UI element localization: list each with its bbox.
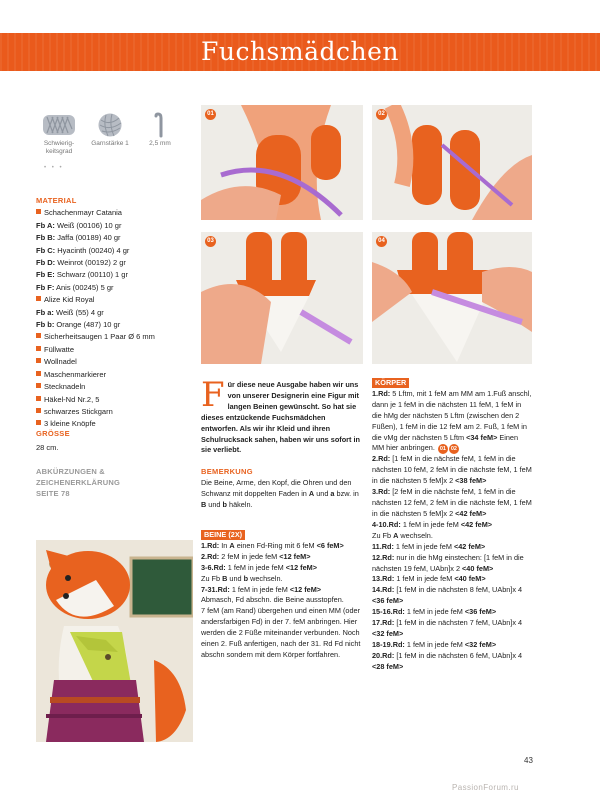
hook-size-info bbox=[140, 112, 180, 148]
material-text: Schachenmayr Catania bbox=[44, 208, 122, 218]
text-segment: 1 feM in jede feM bbox=[393, 541, 454, 551]
text-segment: 1.Rd: bbox=[201, 540, 220, 550]
material-item bbox=[36, 394, 186, 406]
bullet-square-icon bbox=[36, 333, 41, 338]
bullet-square-icon bbox=[36, 408, 41, 413]
bullet-square-icon bbox=[36, 346, 41, 351]
material-text: Weiß (55) 4 gr bbox=[53, 307, 104, 317]
material-color-code: Fb b: bbox=[36, 320, 55, 330]
text-segment: [1 feM in die nächsten 7 feM, UAbn]x 4 bbox=[394, 618, 523, 628]
text-segment: A bbox=[229, 540, 235, 550]
abbrev-heading: ABKÜRZUNGEN & ZEICHENERKLÄRUNG bbox=[36, 467, 121, 487]
text-segment: 17.Rd: bbox=[372, 618, 395, 628]
koerper-line bbox=[372, 454, 532, 487]
yarn-ball-icon bbox=[97, 112, 123, 138]
step-photo-02 bbox=[372, 105, 532, 220]
text-segment: [1 feM in die nächste feM, 1 feM in die nächsten 10 feM, 2 feM in die nächste feM, 1 feM in die nächsten 5 feM]x 2 bbox=[372, 454, 532, 486]
material-color-code: Fb E: bbox=[36, 270, 55, 280]
text-segment: a bbox=[330, 488, 335, 498]
text-segment: 1 feM in jede feM bbox=[404, 639, 465, 649]
yarn-skein-icon bbox=[41, 112, 77, 138]
text-segment: 5 Lftm, mit 1 feM am MM am 1.Fuß anschl, dann je 1 feM in die nächsten 11 feM, 1 feM in die hMg der nächsten 5 Lftm (zwischen den 2 Füßen), 1 feM in die 12 feM am 2. Fuß, 1 feM in die vMg der nächsten 5 Lftm bbox=[372, 388, 532, 442]
text-segment: A bbox=[393, 530, 399, 540]
bullet-square-icon bbox=[36, 396, 41, 401]
text-segment: 11.Rd: bbox=[372, 541, 394, 551]
text-segment: <6 feM> bbox=[316, 540, 344, 550]
beine-line bbox=[201, 585, 363, 596]
text-segment: <38 feM> bbox=[455, 476, 487, 486]
text-segment: einen Fd-Ring mit 6 feM bbox=[234, 540, 317, 550]
fox-doll-photo bbox=[36, 540, 193, 742]
text-segment: B bbox=[201, 499, 207, 509]
material-text: Füllwatte bbox=[44, 344, 75, 354]
difficulty-label: Schwierig- keitsgrad bbox=[43, 140, 75, 155]
text-segment: A bbox=[308, 488, 315, 498]
material-text: Wollnadel bbox=[44, 357, 77, 367]
bullet-square-icon bbox=[36, 296, 41, 301]
text-segment: bzw. in bbox=[334, 488, 359, 498]
material-item bbox=[36, 381, 186, 393]
text-segment: In bbox=[219, 540, 230, 550]
koerper-line bbox=[372, 487, 532, 520]
text-segment: 4-10.Rd: bbox=[372, 519, 401, 529]
text-segment: <42 feM> bbox=[453, 541, 486, 551]
text-segment: 1 feM in jede feM bbox=[400, 519, 461, 529]
koerper-line bbox=[372, 531, 532, 542]
intro-text bbox=[201, 375, 363, 456]
beine-line bbox=[201, 541, 363, 552]
text-segment: 15-16.Rd: bbox=[372, 607, 405, 617]
bullet-square-icon bbox=[36, 383, 41, 388]
size-value: 28 cm. bbox=[36, 443, 59, 452]
text-segment: 1 feM in jede feM bbox=[229, 584, 290, 594]
koerper-line bbox=[372, 607, 532, 618]
material-text: Weiß (00106) 10 gr bbox=[54, 220, 122, 230]
text-segment: Abmasch, Fd abschn. die Beine ausstopfen. bbox=[201, 595, 344, 605]
step-badge-03: 03 bbox=[205, 236, 216, 247]
text-segment: Die Beine, Arme, den Kopf, die Ohren und den Schwanz mit doppelten Faden in bbox=[201, 477, 352, 498]
material-item bbox=[36, 232, 186, 244]
material-text: Weinrot (00192) 2 gr bbox=[55, 258, 126, 268]
difficulty-info bbox=[36, 112, 82, 156]
dropcap: F bbox=[201, 375, 225, 415]
text-segment: und bbox=[227, 573, 244, 583]
step-photo-03 bbox=[201, 232, 363, 364]
text-segment: b bbox=[243, 573, 249, 583]
material-color-code: Fb D: bbox=[36, 258, 56, 268]
text-segment: <28 feM> bbox=[372, 661, 404, 671]
material-item bbox=[36, 282, 186, 294]
watermark: PassionForum.ru bbox=[452, 783, 519, 792]
text-segment: <32 feM> bbox=[464, 639, 497, 649]
bemerkung-line bbox=[201, 478, 363, 511]
material-color-code: Fb a: bbox=[36, 307, 54, 317]
page-title: Fuchsmädchen bbox=[201, 37, 399, 66]
text-segment: b bbox=[222, 499, 227, 509]
text-segment: 3.Rd: bbox=[372, 487, 391, 497]
material-color-code: Fb B: bbox=[36, 233, 56, 243]
text-segment: 1 feM in jede feM bbox=[394, 574, 455, 584]
text-segment: <12 feM> bbox=[279, 551, 311, 561]
material-item bbox=[36, 207, 186, 219]
fox-doll-image bbox=[36, 540, 193, 742]
material-text: Anis (00245) 5 gr bbox=[54, 282, 114, 292]
bemerkung-section bbox=[201, 467, 363, 511]
material-color-code: Fb C: bbox=[36, 245, 56, 255]
step-ref-badge: 02 bbox=[450, 446, 457, 453]
beine-heading: BEINE (2X) bbox=[201, 530, 245, 540]
step-badge-04: 04 bbox=[376, 236, 387, 247]
material-heading: MATERIAL bbox=[36, 196, 77, 205]
koerper-line bbox=[372, 389, 532, 455]
material-item bbox=[36, 319, 186, 331]
abbrev-section bbox=[36, 466, 186, 499]
info-icons bbox=[36, 112, 186, 168]
bullet-square-icon bbox=[36, 420, 41, 425]
material-item bbox=[36, 245, 186, 257]
material-text: Sicherheitsaugen 1 Paar Ø 6 mm bbox=[44, 332, 155, 342]
material-item bbox=[36, 294, 186, 306]
bemerkung-heading: BEMERKUNG bbox=[201, 467, 253, 476]
yarn-weight-info bbox=[86, 112, 134, 148]
koerper-line bbox=[372, 585, 532, 607]
beine-line bbox=[201, 563, 363, 574]
step-photo-04 bbox=[372, 232, 532, 364]
text-segment: 2.Rd: bbox=[372, 454, 391, 464]
abbrev-page: SEITE 78 bbox=[36, 489, 70, 498]
text-segment: 3-6.Rd: bbox=[201, 562, 226, 572]
material-text: Häkel-Nd Nr.2, 5 bbox=[44, 394, 100, 404]
koerper-line bbox=[372, 520, 532, 531]
text-segment: 2 feM in jede feM bbox=[219, 551, 280, 561]
koerper-section bbox=[372, 378, 532, 673]
text-segment: 1 feM in jede feM bbox=[225, 562, 286, 572]
hook-size-label: 2,5 mm bbox=[149, 140, 171, 147]
size-heading: GRÖSSE bbox=[36, 429, 70, 438]
text-segment: [2 feM in die nächste feM, 1 feM in die nächsten 12 feM, 2 feM in die nächste feM, 1 feM in die nächsten 5 feM]x 2 bbox=[372, 487, 532, 518]
material-list bbox=[36, 195, 186, 431]
material-item bbox=[36, 356, 186, 368]
text-segment: und bbox=[206, 499, 223, 509]
material-color-code: Fb A: bbox=[36, 220, 55, 230]
title-banner bbox=[0, 33, 600, 71]
text-segment: 1.Rd: bbox=[372, 388, 391, 398]
text-segment: 14.Rd: bbox=[372, 585, 395, 595]
text-segment: häkeln. bbox=[226, 499, 253, 509]
material-text: Stecknadeln bbox=[44, 382, 86, 392]
text-segment: <36 feM> bbox=[464, 607, 497, 617]
icon-pager-dots: • • • bbox=[44, 165, 64, 171]
intro-paragraph: ür diese neue Ausgabe haben wir uns von unserer Designerin eine Figur mit langen Beinen gewünscht. So hat sie dieses entzückende Fuchsmädchen entworfen. Als wir ihr Kleid und ihren Schulrucksack sahen, haben wir uns sofort in sie verliebt. bbox=[201, 380, 360, 455]
size-section bbox=[36, 428, 186, 453]
text-segment: 18-19.Rd: bbox=[372, 639, 405, 649]
text-segment: [1 feM in die nächsten 6 feM, UAbn]x 4 bbox=[394, 650, 523, 660]
material-text: Maschenmarkierer bbox=[44, 369, 107, 379]
material-item bbox=[36, 369, 186, 381]
yarn-weight-label: Garnstärke 1 bbox=[91, 140, 129, 147]
koerper-line bbox=[372, 574, 532, 585]
material-text: Schwarz (00110) 1 gr bbox=[54, 270, 128, 280]
material-item bbox=[36, 344, 186, 356]
text-segment: 7 feM (am Rand) übergehen und einen MM (oder andersfarbigen Fd) in der 7. feM anbringen. Hier werden die 2 Füße miteinander verbunden. Noch einen 2. Fuß anfertigen, nach der 31. Rd Fd nicht abschn sondern mit dem Körper fortfahren. bbox=[201, 606, 361, 659]
text-segment: <42 feM> bbox=[460, 519, 493, 529]
koerper-line bbox=[372, 651, 532, 673]
text-segment: <12 feM> bbox=[289, 584, 322, 594]
bullet-square-icon bbox=[36, 209, 41, 214]
koerper-heading: KÖRPER bbox=[372, 378, 409, 388]
text-segment: <42 feM> bbox=[455, 508, 487, 518]
material-item bbox=[36, 220, 186, 232]
beine-section bbox=[201, 530, 363, 661]
bullet-square-icon bbox=[36, 358, 41, 363]
text-segment: Einen MM hier anbringen. bbox=[372, 432, 519, 453]
step-photo-01 bbox=[201, 105, 363, 220]
koerper-line bbox=[372, 640, 532, 651]
material-item bbox=[36, 331, 186, 343]
text-segment: <40 feM> bbox=[454, 574, 486, 584]
crochet-hook-icon bbox=[152, 112, 168, 138]
material-text: Jaffa (00189) 40 gr bbox=[55, 233, 121, 243]
text-segment: 7-31.Rd: bbox=[201, 584, 230, 594]
material-text: schwarzes Stickgarn bbox=[44, 406, 113, 416]
material-color-code: Fb F: bbox=[36, 282, 55, 292]
koerper-line bbox=[372, 542, 532, 553]
text-segment: B bbox=[222, 573, 228, 583]
step-badge-02: 02 bbox=[376, 109, 387, 120]
material-text: Orange (487) 10 gr bbox=[54, 320, 121, 330]
text-segment: nur in die hMg einstechen: [1 feM in die nächsten 19 feM, UAbn]x 2 bbox=[372, 552, 524, 573]
beine-line bbox=[201, 595, 363, 606]
text-segment: 12.Rd: bbox=[372, 552, 395, 562]
bullet-square-icon bbox=[36, 371, 41, 376]
beine-line bbox=[201, 606, 363, 661]
text-segment: 13.Rd: bbox=[372, 574, 395, 584]
text-segment: 20.Rd: bbox=[372, 650, 395, 660]
material-text: 3 kleine Knöpfe bbox=[44, 419, 96, 429]
text-segment: 1 feM in jede feM bbox=[404, 607, 465, 617]
material-item bbox=[36, 307, 186, 319]
text-segment: <12 feM> bbox=[285, 562, 317, 572]
step-ref-badge: 01 bbox=[439, 446, 446, 453]
beine-line bbox=[201, 552, 363, 563]
text-segment: <40 feM> bbox=[462, 563, 494, 573]
material-item bbox=[36, 257, 186, 269]
step-badge-01: 01 bbox=[205, 109, 216, 120]
text-segment: 2.Rd: bbox=[201, 551, 220, 561]
text-segment: [1 feM in die nächsten 8 feM, UAbn]x 4 bbox=[394, 585, 523, 595]
material-text: Hyacinth (00240) 4 gr bbox=[55, 245, 130, 255]
material-item bbox=[36, 269, 186, 281]
text-segment: Zu Fb bbox=[201, 573, 223, 583]
page-number: 43 bbox=[524, 756, 533, 765]
text-segment: Zu Fb bbox=[372, 530, 394, 540]
text-segment: <32 feM> bbox=[372, 628, 404, 638]
text-segment: wechseln. bbox=[398, 530, 433, 540]
koerper-line bbox=[372, 553, 532, 575]
beine-line bbox=[201, 574, 363, 585]
text-segment: wechseln. bbox=[248, 573, 283, 583]
text-segment: und bbox=[314, 488, 331, 498]
koerper-line bbox=[372, 618, 532, 640]
text-segment: <34 feM> bbox=[466, 432, 498, 442]
text-segment: <36 feM> bbox=[372, 596, 404, 606]
material-text: Alize Kid Royal bbox=[44, 295, 95, 305]
material-item bbox=[36, 406, 186, 418]
